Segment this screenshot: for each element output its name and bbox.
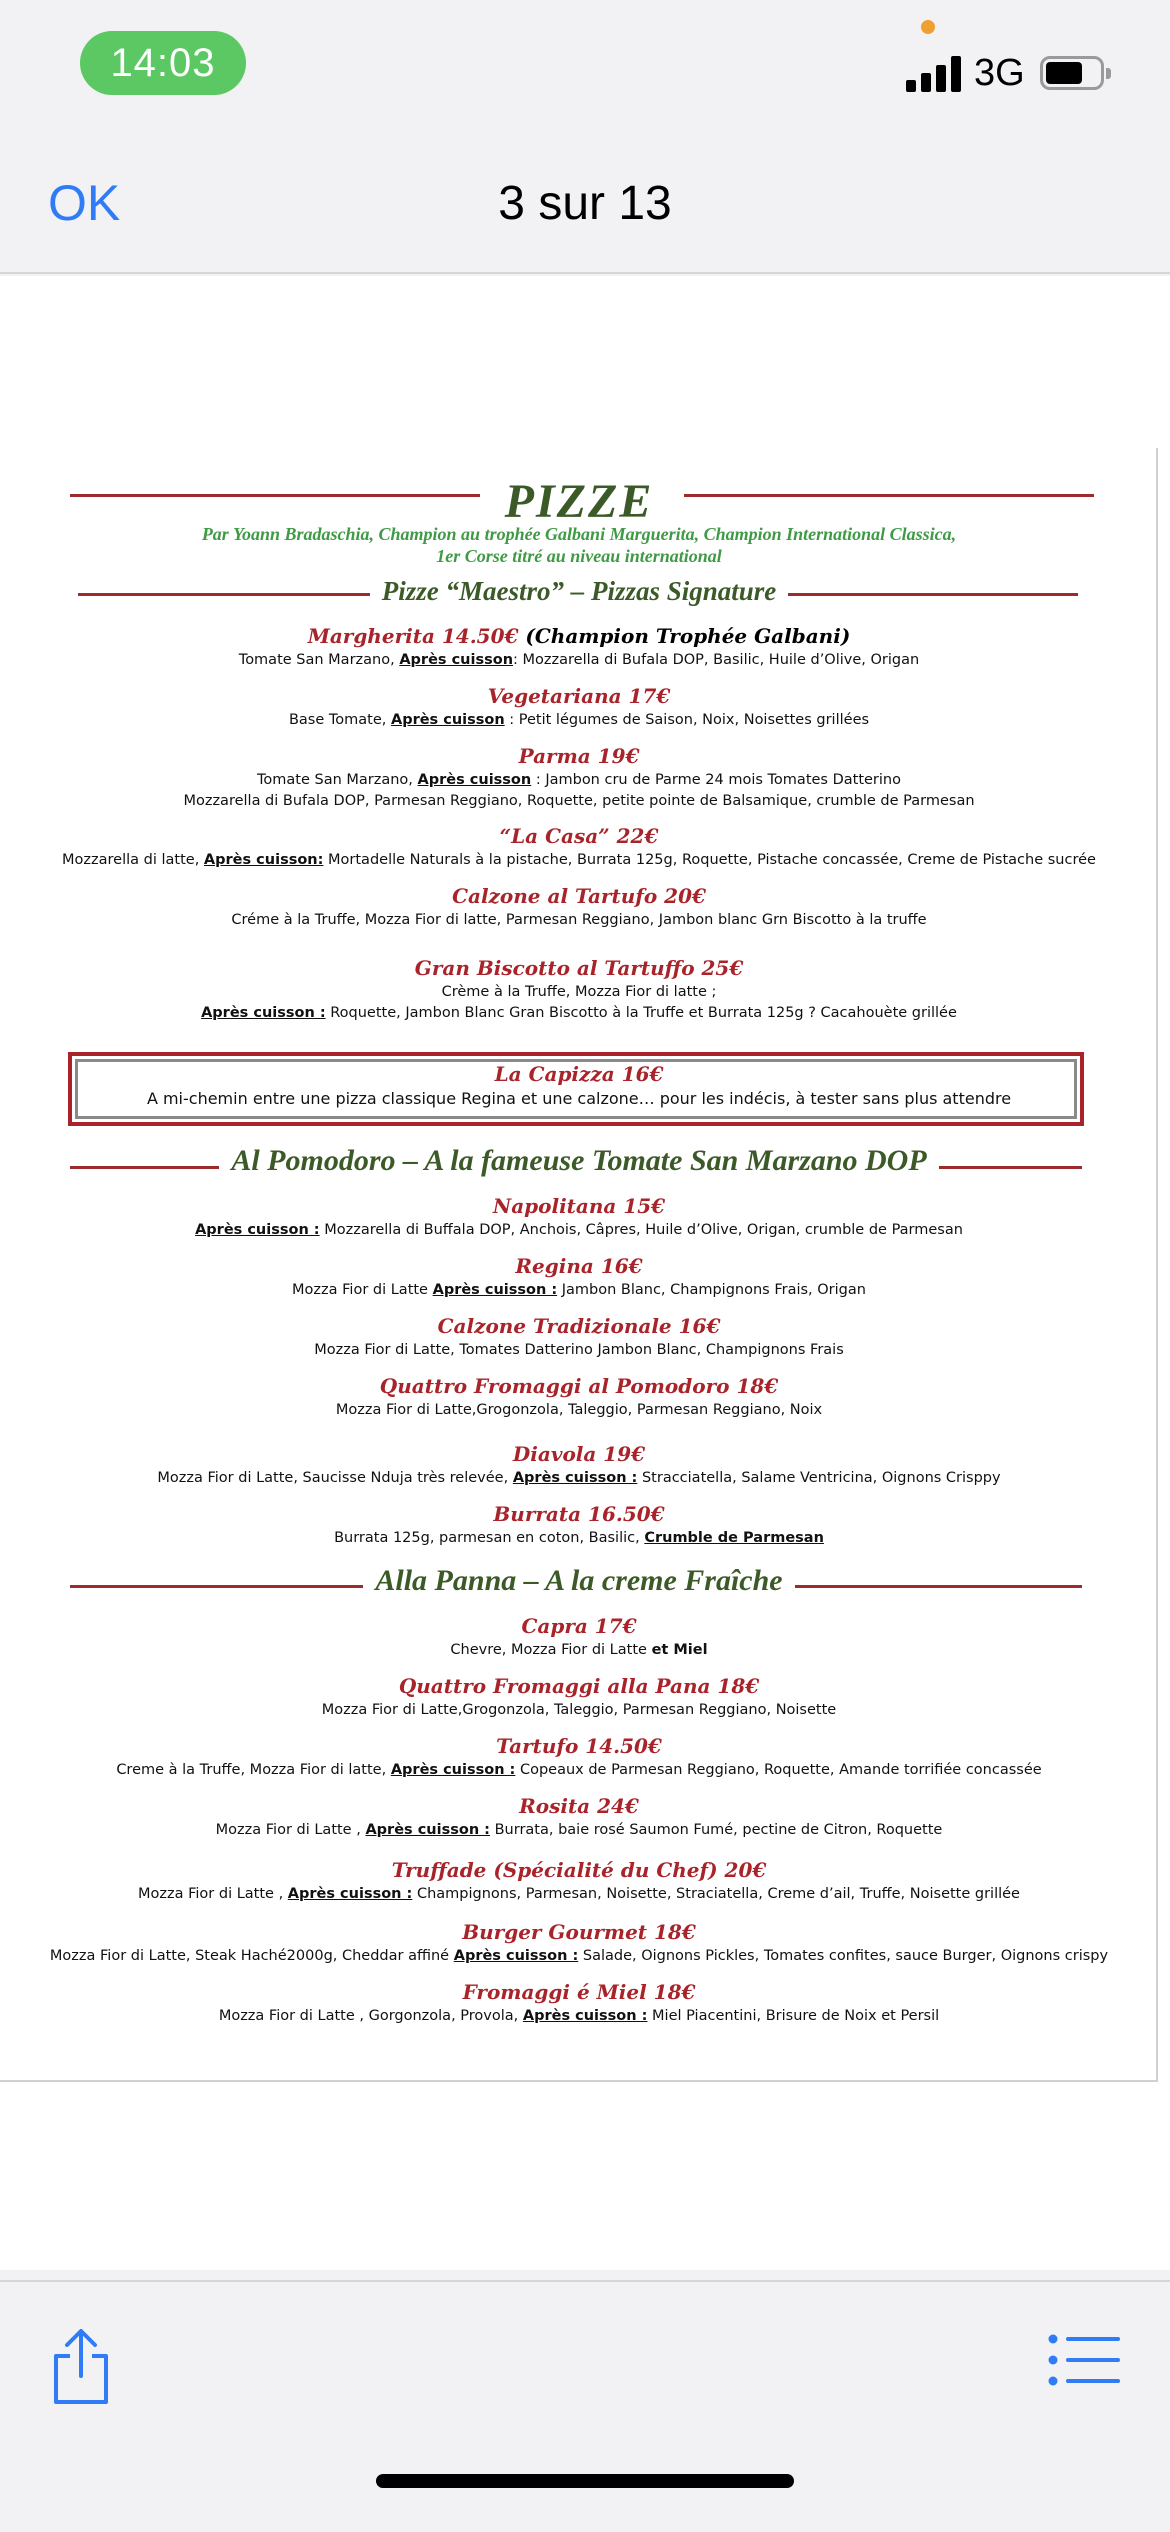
menu-item: Parma 19€ Tomate San Marzano, Après cuisson : Jambon cru de Parme 24 mois Tomates Datterino Mozzarella di Bufala DOP, Parmesan Reggiano, Roquette, petite pointe de Balsamique, crumble de Parmesan <box>183 744 975 809</box>
document-page <box>0 448 1158 2082</box>
menu-item: Tartufo 14.50€ Creme à la Truffe, Mozza Fior di latte, Après cuisson : Copeaux de Parmesan Reggiano, Roquette, Amande torrifiée concassée <box>116 1734 1042 1778</box>
status-bar <box>0 0 1170 130</box>
list-icon[interactable] <box>1048 2334 1120 2386</box>
menu-item: Regina 16€ Mozza Fior di Latte Après cuisson : Jambon Blanc, Champignons Frais, Origan <box>292 1254 866 1298</box>
battery-icon <box>1040 56 1104 90</box>
menu-item: Quattro Fromaggi alla Pana 18€ Mozza Fior di Latte,Grogonzola, Taleggio, Parmesan Reggiano, Noisette <box>321 1674 837 1718</box>
menu-item: Truffade (Spécialité du Chef) 20€ Mozza Fior di Latte , Après cuisson : Champignons, Parmesan, Noisette, Straciatella, Creme d’ail, Truffe, Noisette grillée <box>138 1858 1020 1902</box>
bottom-toolbar <box>0 2280 1170 2532</box>
menu-item: Burger Gourmet 18€ Mozza Fior di Latte, Steak Haché2000g, Cheddar affiné Après cuisson : Salade, Oignons Pickles, Tomates confites, sauce Burger, Oignons crispy <box>49 1920 1109 1964</box>
status-time[interactable]: 14:03 <box>80 31 246 95</box>
menu-item: Capra 17€ Chevre, Mozza Fior di Latte et Miel <box>450 1614 708 1658</box>
section-heading-panna: Alla Panna – A la creme Fraîche <box>0 1564 1158 1598</box>
menu-item: Burrata 16.50€ Burrata 125g, parmesan en coton, Basilic, Crumble de Parmesan <box>334 1502 824 1546</box>
menu-item: Calzone al Tartufo 20€ Créme à la Truffe, Mozza Fior di latte, Parmesan Reggiano, Jambon blanc Grn Biscotto à la truffe <box>231 884 927 928</box>
menu-title: PIZZE <box>504 475 654 528</box>
menu-item: Rosita 24€ Mozza Fior di Latte , Après cuisson : Burrata, baie rosé Saumon Fumé, pectine de Citron, Roquette <box>215 1794 943 1838</box>
menu-item: Quattro Fromaggi al Pomodoro 18€ Mozza Fior di Latte,Grogonzola, Taleggio, Parmesan Reggiano, Noix <box>335 1374 823 1418</box>
nav-bar <box>0 130 1170 274</box>
menu-item: Gran Biscotto al Tartuffo 25€ Crème à la Truffe, Mozza Fior di latte ; Après cuisson : Roquette, Jambon Blanc Gran Biscotto à la Truffe et Burrata 125g ? Cacahouète grillée <box>201 956 957 1021</box>
share-icon[interactable] <box>50 2326 112 2406</box>
network-type: 3G <box>974 52 1025 94</box>
ok-button[interactable]: OK <box>48 175 121 231</box>
privacy-indicator-icon <box>921 20 935 34</box>
menu-subtitle: Par Yoann Bradaschia, Champion au trophée Galbani Marguerita, Champion International Classica, 1er Corse titré au niveau international <box>201 524 957 566</box>
section-heading-pomodoro: Al Pomodoro – A la fameuse Tomate San Marzano DOP <box>0 1144 1158 1178</box>
page-counter: 3 sur 13 <box>498 177 672 230</box>
menu-item: “La Casa” 22€ Mozzarella di latte, Après cuisson: Mortadelle Naturals à la pistache, Burrata 125g, Roquette, Pistache concassée, Creme de Pistache sucrée <box>62 824 1096 868</box>
menu-item: Calzone Tradizionale 16€ Mozza Fior di Latte, Tomates Datterino Jambon Blanc, Champignons Frais <box>314 1314 844 1358</box>
menu-item: Fromaggi é Miel 18€ Mozza Fior di Latte , Gorgonzola, Provola, Après cuisson : Miel Piacentini, Brisure de Noix et Persil <box>218 1980 940 2024</box>
home-indicator[interactable] <box>376 2474 794 2488</box>
menu-item: Diavola 19€ Mozza Fior di Latte, Saucisse Nduja très relevée, Après cuisson : Stracciatella, Salame Ventricina, Oignons Crisppy <box>157 1442 1001 1486</box>
menu-item: Vegetariana 17€ Base Tomate, Après cuisson : Petit légumes de Saison, Noix, Noisettes grillées <box>288 684 870 728</box>
menu-item: Margherita 14.50€ (Champion Trophée Galbani) Tomate San Marzano, Après cuisson: Mozzarella di Bufala DOP, Basilic, Huile d’Olive, Origan <box>238 624 920 668</box>
section-heading-signature: Pizze “Maestro” – Pizzas Signature <box>0 576 1158 607</box>
featured-menu-item: La Capizza 16€ A mi-chemin entre une pizza classique Regina et une calzone… pour les indécis, à tester sans plus attendre <box>146 1062 1012 1108</box>
document-viewer[interactable] <box>0 276 1170 2270</box>
menu-item: Napolitana 15€ Après cuisson : Mozzarella di Buffala DOP, Anchois, Câpres, Huile d’Olive, Origan, crumble de Parmesan <box>195 1194 963 1238</box>
signal-icon <box>906 56 962 92</box>
